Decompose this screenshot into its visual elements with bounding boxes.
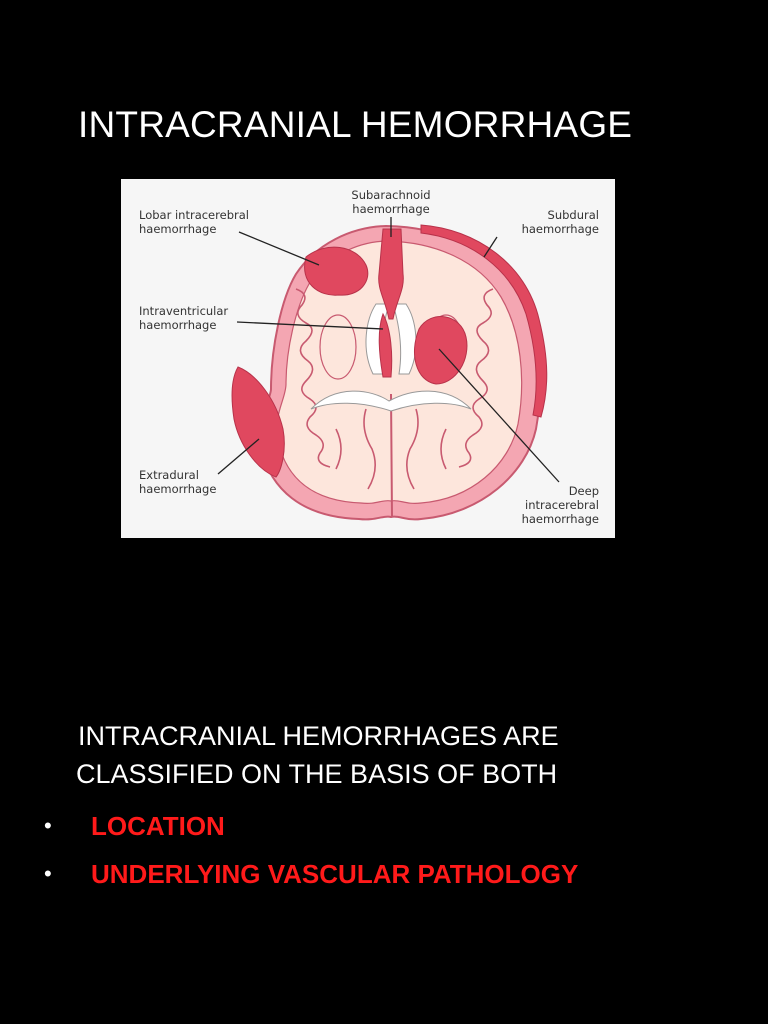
bullet-text-vascular-pathology: UNDERLYING VASCULAR PATHOLOGY (91, 859, 579, 889)
classification-statement (78, 717, 559, 793)
label-extradural-line1: Extradural (139, 468, 199, 482)
label-subdural-line2: haemorrhage (521, 222, 599, 236)
slide-title: INTRACRANIAL HEMORRHAGE (78, 104, 633, 145)
label-deep-line2: intracerebral (525, 498, 599, 512)
label-deep-line1: Deep (568, 484, 599, 498)
bullet-text-location: LOCATION (91, 811, 225, 841)
label-subarachnoid-line1: Subarachnoid (351, 188, 431, 202)
basal-ganglia-left (320, 315, 356, 379)
label-intraventricular-line2: haemorrhage (139, 318, 217, 332)
label-subarachnoid-line2: haemorrhage (352, 202, 430, 216)
statement-line-1: INTRACRANIAL HEMORRHAGES ARE (78, 721, 559, 751)
label-lobar-line1: Lobar intracerebral (139, 208, 249, 222)
label-deep-line3: haemorrhage (521, 512, 599, 526)
bullet-marker: • (44, 813, 52, 838)
label-lobar-line2: haemorrhage (139, 222, 217, 236)
label-subdural-line1: Subdural (547, 208, 599, 222)
leader-lobar (239, 232, 319, 265)
statement-line-2: CLASSIFIED ON THE BASIS OF BOTH (76, 759, 558, 789)
brain-cross-section-illustration (121, 179, 615, 538)
label-intraventricular-line1: Intraventricular (139, 304, 229, 318)
bullet-marker: • (44, 861, 52, 886)
hemorrhage-diagram (121, 179, 615, 538)
label-extradural-line2: haemorrhage (139, 482, 217, 496)
